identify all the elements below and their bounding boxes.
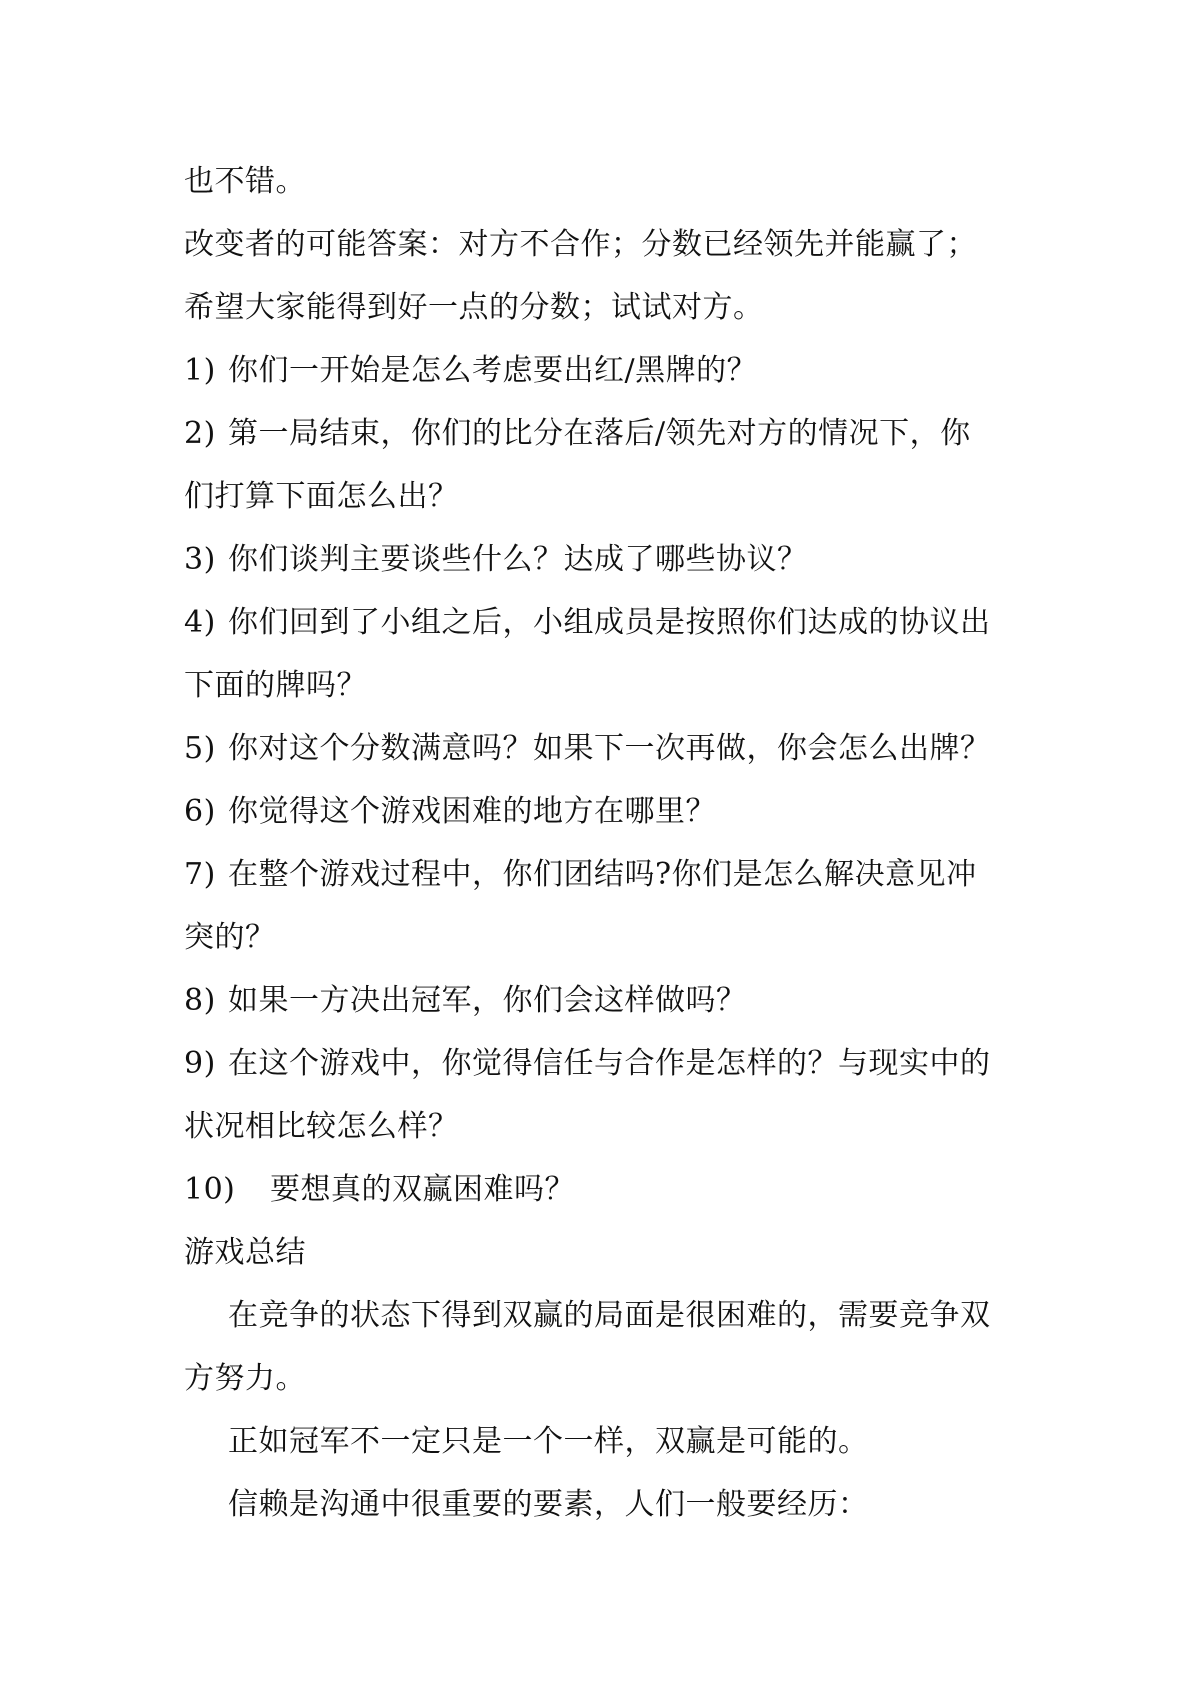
question-item xyxy=(184,969,1034,1032)
paragraph-line: 在竞争的状态下得到双赢的局面是很困难的，需要竞争双 xyxy=(228,1298,991,1333)
question-item xyxy=(184,1158,1034,1221)
question-number: 5) xyxy=(184,731,216,766)
text-line: 希望大家能得到好一点的分数；试试对方。 xyxy=(184,290,764,325)
text-line: 也不错。 xyxy=(184,164,306,199)
question-number: 6) xyxy=(184,794,216,829)
paragraph-line: 信赖是沟通中很重要的要素，人们一般要经历： xyxy=(228,1487,869,1522)
question-item xyxy=(184,528,1034,591)
question-text: 你们一开始是怎么考虑要出红/黑牌的？ xyxy=(228,353,758,388)
question-item xyxy=(184,1032,1034,1095)
question-item xyxy=(184,780,1034,843)
question-number: 10) xyxy=(184,1172,236,1207)
question-item xyxy=(184,717,1034,780)
question-number: 3) xyxy=(184,542,216,577)
question-text: 如果一方决出冠军，你们会这样做吗？ xyxy=(228,983,747,1018)
question-number: 2) xyxy=(184,416,216,451)
section-heading: 游戏总结 xyxy=(184,1235,306,1270)
question-text: 第一局结束，你们的比分在落后/领先对方的情况下，你 xyxy=(228,416,971,451)
question-number: 9) xyxy=(184,1046,216,1081)
question-number: 8) xyxy=(184,983,216,1018)
question-item xyxy=(184,402,1034,465)
question-item xyxy=(184,843,1034,906)
question-number: 4) xyxy=(184,605,216,640)
question-text: 在这个游戏中，你觉得信任与合作是怎样的？与现实中的 xyxy=(228,1046,991,1081)
question-text-continuation: 们打算下面怎么出？ xyxy=(184,479,459,514)
question-text: 你觉得这个游戏困难的地方在哪里？ xyxy=(228,794,716,829)
question-text: 要想真的双赢困难吗？ xyxy=(270,1172,575,1207)
question-text: 你们谈判主要谈些什么？达成了哪些协议？ xyxy=(228,542,808,577)
question-text: 你们回到了小组之后，小组成员是按照你们达成的协议出 xyxy=(228,605,991,640)
text-line: 改变者的可能答案：对方不合作；分数已经领先并能赢了； xyxy=(184,227,977,262)
question-text: 你对这个分数满意吗？如果下一次再做，你会怎么出牌？ xyxy=(228,731,991,766)
question-text-continuation: 下面的牌吗？ xyxy=(184,668,367,703)
question-item xyxy=(184,591,1034,654)
paragraph-line: 方努力。 xyxy=(184,1361,306,1396)
question-number: 7) xyxy=(184,857,216,892)
paragraph-line: 正如冠军不一定只是一个一样，双赢是可能的。 xyxy=(228,1424,869,1459)
question-text-continuation: 状况相比较怎么样？ xyxy=(184,1109,459,1144)
document-body xyxy=(184,150,1034,1536)
question-text-continuation: 突的？ xyxy=(184,920,276,955)
question-text: 在整个游戏过程中，你们团结吗?你们是怎么解决意见冲 xyxy=(228,857,977,892)
question-item xyxy=(184,339,1034,402)
question-number: 1) xyxy=(184,353,216,388)
